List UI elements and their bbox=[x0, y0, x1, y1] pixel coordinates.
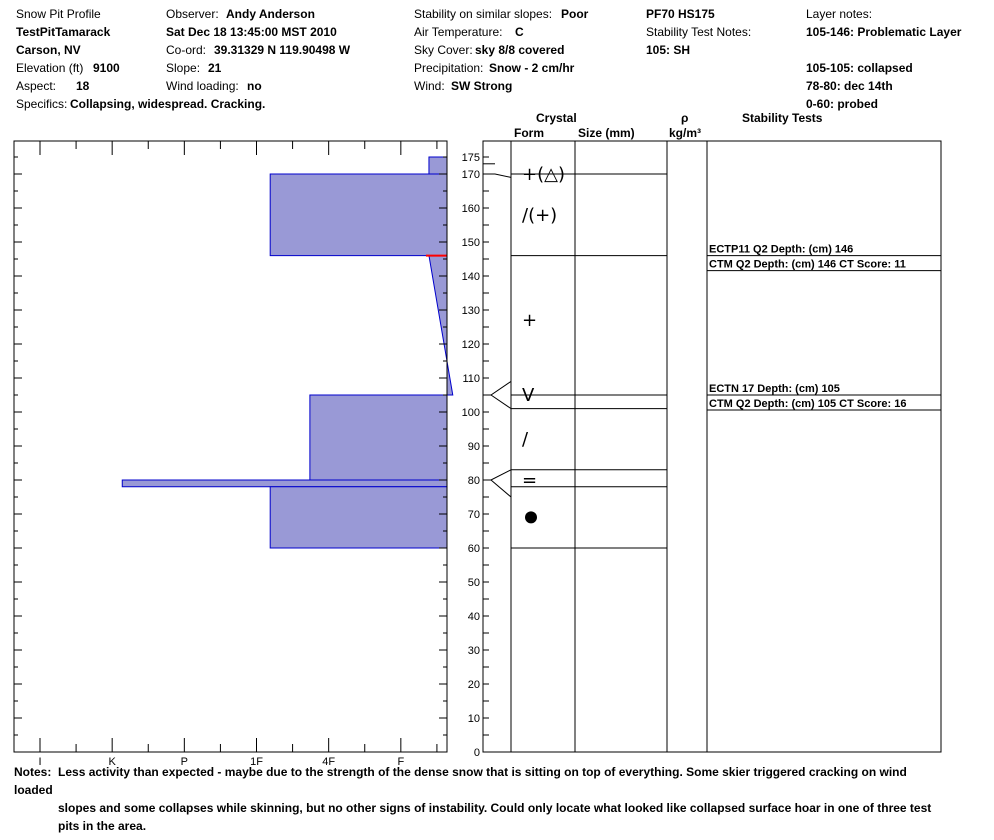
notes-line: Less activity than expected - maybe due to the strength of the dense snow that is sitting on top of everything. Some skier triggered cracking on wind loaded bbox=[14, 765, 907, 797]
profile-title: Snow Pit Profile bbox=[16, 7, 101, 21]
precip-value: Snow - 2 cm/hr bbox=[489, 61, 575, 75]
crystal-form-icon: V bbox=[522, 385, 535, 406]
depth-label: 150 bbox=[461, 237, 480, 249]
layer-notes-label: Layer notes: bbox=[806, 7, 873, 21]
rho-header: ρ bbox=[681, 111, 689, 125]
notes-line: slopes and some collapses while skinning, but no other signs of instability. Could only locate what looked like collapsed surface hoar in one of three test bbox=[58, 801, 932, 815]
depth-label: 110 bbox=[462, 373, 480, 385]
depth-label: 60 bbox=[467, 543, 480, 555]
notes-line: pits in the area. bbox=[58, 819, 147, 833]
density-unit-header: kg/m³ bbox=[669, 126, 702, 140]
hardness-layer bbox=[270, 487, 447, 548]
coord-value: 39.31329 N 119.90498 W bbox=[214, 43, 351, 57]
hardness-tick-label: F bbox=[397, 756, 405, 768]
depth-connector bbox=[483, 381, 511, 395]
depth-label: 160 bbox=[461, 203, 480, 215]
hardness-tick-label: P bbox=[180, 756, 189, 768]
depth-label: 20 bbox=[467, 679, 480, 691]
stability-test-label: ECTP11 Q2 Depth: (cm) 146 bbox=[709, 243, 854, 256]
crystal-form-icon: + bbox=[522, 310, 538, 332]
elevation-value: 9100 bbox=[93, 61, 120, 75]
stability-test-label: CTM Q2 Depth: (cm) 146 CT Score: 11 bbox=[709, 258, 906, 271]
form-header: Form bbox=[514, 126, 544, 140]
depth-label: 100 bbox=[461, 407, 480, 419]
specifics-label: Specifics: bbox=[16, 97, 68, 111]
stability-tests-header: Stability Tests bbox=[742, 111, 823, 125]
depth-label: 170 bbox=[461, 169, 480, 181]
pit-name: TestPitTamarack bbox=[16, 25, 111, 39]
depth-label: 50 bbox=[467, 577, 480, 589]
depth-connector bbox=[491, 395, 511, 409]
precip-label: Precipitation: bbox=[414, 61, 484, 75]
depth-label: 30 bbox=[467, 645, 480, 657]
depth-label: 130 bbox=[461, 305, 480, 317]
stability-label: Stability on similar slopes: bbox=[414, 7, 553, 21]
depth-label: 140 bbox=[461, 271, 480, 283]
layer-note: 105-146: Problematic Layer bbox=[806, 25, 962, 39]
layer-note: 105-105: collapsed bbox=[806, 61, 913, 75]
hardness-layer bbox=[429, 157, 447, 174]
observer-label: Observer: bbox=[166, 7, 219, 21]
specifics-value: Collapsing, widespread. Cracking. bbox=[70, 97, 266, 111]
elevation-label: Elevation (ft) bbox=[16, 61, 84, 75]
crystal-form-icon: +(△) bbox=[522, 164, 565, 185]
layer-note: 0-60: probed bbox=[806, 97, 879, 111]
stability-notes-label: Stability Test Notes: bbox=[646, 25, 752, 39]
stability-value: Poor bbox=[561, 7, 589, 21]
crystal-form-icon: = bbox=[522, 470, 538, 491]
observation-datetime: Sat Dec 18 13:45:00 MST 2010 bbox=[166, 25, 337, 39]
aspect-value: 18 bbox=[76, 79, 90, 93]
hardness-tick-label: I bbox=[38, 756, 42, 768]
layer-note: 78-80: dec 14th bbox=[806, 79, 893, 93]
hardness-layer bbox=[429, 256, 453, 395]
slope-value: 21 bbox=[208, 61, 222, 75]
notes-label: Notes: bbox=[14, 765, 52, 779]
pf-hs: PF70 HS175 bbox=[646, 7, 715, 21]
air-temp-label: Air Temperature: bbox=[414, 25, 503, 39]
stability-test-label: ECTN 17 Depth: (cm) 105 bbox=[709, 383, 840, 395]
crystal-form-icon bbox=[525, 511, 537, 523]
depth-label: 70 bbox=[467, 509, 480, 521]
hardness-layer bbox=[270, 174, 447, 256]
hardness-layer bbox=[310, 395, 447, 480]
notes-block bbox=[14, 763, 944, 835]
hardness-tick-label: 4F bbox=[322, 756, 336, 768]
crystal-header: Crystal bbox=[536, 111, 577, 125]
depth-label: 90 bbox=[467, 441, 480, 453]
depth-label: 0 bbox=[473, 747, 480, 759]
size-header: Size (mm) bbox=[578, 126, 635, 140]
air-temp-value: C bbox=[515, 25, 524, 39]
sky-label: Sky Cover: bbox=[414, 43, 473, 57]
crystal-form-icon: /(+) bbox=[522, 204, 558, 226]
stability-test-label: CTM Q2 Depth: (cm) 105 CT Score: 16 bbox=[709, 398, 907, 410]
wind-value: SW Strong bbox=[451, 79, 513, 93]
depth-label: 10 bbox=[467, 713, 480, 725]
depth-connector bbox=[483, 470, 511, 480]
profile-table-frame bbox=[483, 141, 941, 752]
depth-connector bbox=[491, 480, 511, 497]
coord-label: Co-ord: bbox=[166, 43, 207, 57]
depth-label: 40 bbox=[467, 611, 480, 623]
hardness-tick-label: K bbox=[108, 756, 116, 768]
wind-loading-label: Wind loading: bbox=[166, 79, 239, 93]
depth-label: 80 bbox=[467, 475, 480, 487]
stability-notes-value: 105: SH bbox=[646, 43, 691, 57]
hardness-layer bbox=[122, 480, 447, 487]
location: Carson, NV bbox=[16, 43, 81, 57]
depth-label: 120 bbox=[461, 339, 480, 351]
wind-loading-value: no bbox=[247, 79, 262, 93]
observer-value: Andy Anderson bbox=[226, 7, 315, 21]
aspect-label: Aspect: bbox=[16, 79, 57, 93]
wind-label: Wind: bbox=[414, 79, 445, 93]
crystal-form-icon: / bbox=[522, 429, 529, 451]
slope-label: Slope: bbox=[166, 61, 201, 75]
depth-label: 175 bbox=[461, 152, 480, 164]
hardness-tick-label: 1F bbox=[250, 756, 263, 768]
depth-connector bbox=[483, 174, 511, 177]
sky-value: sky 8/8 covered bbox=[475, 43, 565, 57]
